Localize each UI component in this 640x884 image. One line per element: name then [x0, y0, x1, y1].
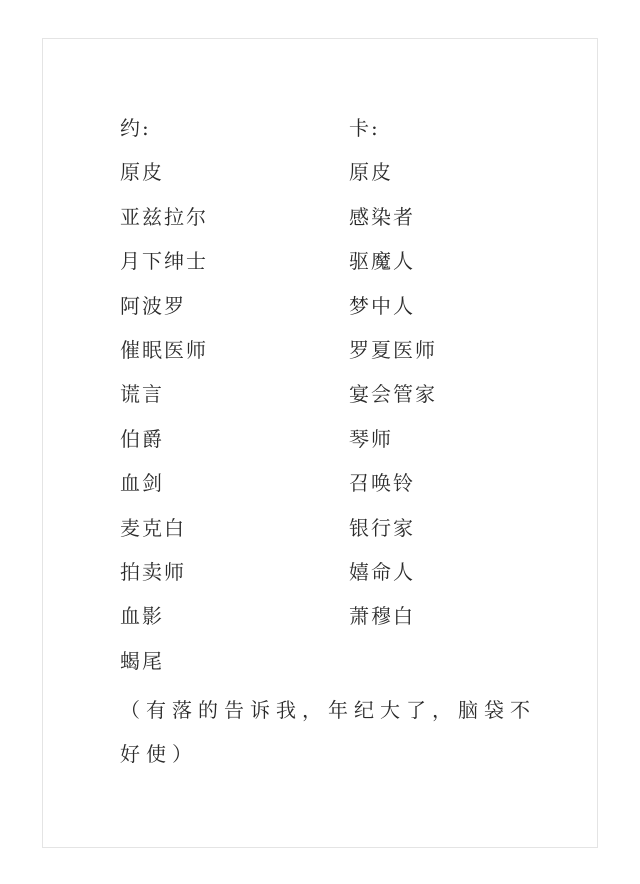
list-item: 驱魔人	[349, 249, 415, 274]
list-item: 蝎尾	[120, 648, 164, 673]
list-item: 麦克白	[120, 515, 186, 540]
list-item: 血影	[120, 604, 164, 629]
list-item: 拍卖师	[120, 559, 186, 584]
right-column-header: 卡:	[349, 116, 380, 140]
list-item: 感染者	[349, 204, 415, 229]
list-item: 嬉命人	[349, 559, 415, 584]
footnote: （有落的告诉我，年纪大了，脑袋不好使）	[120, 698, 536, 766]
list-item: 阿波罗	[120, 293, 186, 318]
list-item: 催眠医师	[120, 337, 208, 362]
list-item: 血剑	[120, 471, 164, 496]
list-item: 罗夏医师	[349, 337, 437, 362]
list-item: 萧穆白	[349, 604, 415, 629]
list-item: 伯爵	[120, 426, 164, 451]
right-column	[349, 113, 437, 646]
left-column	[120, 113, 208, 690]
list-item: 梦中人	[349, 293, 415, 318]
list-item: 召唤铃	[349, 471, 415, 496]
list-item: 原皮	[120, 160, 164, 185]
list-item: 亚兹拉尔	[120, 204, 208, 229]
list-item: 原皮	[349, 160, 393, 185]
list-item: 银行家	[349, 515, 415, 540]
list-item: 宴会管家	[349, 382, 437, 407]
list-item: 谎言	[120, 382, 164, 407]
list-item: 月下绅士	[120, 249, 208, 274]
list-item: 琴师	[349, 426, 393, 451]
left-column-header: 约:	[120, 116, 151, 140]
